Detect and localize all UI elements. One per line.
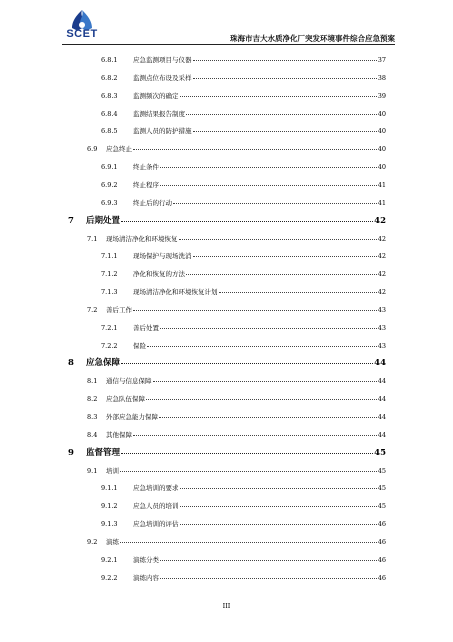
toc-dot-leader (180, 488, 377, 489)
toc-entry-title: 应急培训的评估 (133, 520, 179, 529)
toc-entry-page: 42 (377, 270, 386, 279)
toc-entry-number: 6.8.5 (101, 127, 118, 136)
toc-entry-title: 保险 (133, 341, 146, 350)
toc-entry-number: 9 (68, 447, 74, 458)
toc-entry-number: 6.8.4 (101, 109, 118, 118)
toc-entry-number: 7.1.1 (101, 252, 118, 261)
toc-entry[interactable] (101, 288, 386, 296)
toc-dot-leader (159, 417, 377, 418)
toc-entry-title: 终止程序 (133, 180, 159, 189)
toc-entry-page: 45 (374, 447, 386, 458)
toc-entry-number: 8.2 (87, 395, 98, 404)
toc-entry-number: 9.2 (87, 537, 98, 546)
toc-entry-page: 42 (377, 288, 386, 297)
toc-entry-number: 9.1 (87, 466, 98, 475)
toc-entry[interactable] (87, 395, 386, 403)
toc-entry[interactable] (101, 181, 386, 189)
toc-entry[interactable] (101, 110, 386, 118)
toc-entry[interactable] (68, 216, 386, 226)
toc-entry-page: 44 (377, 395, 386, 404)
toc-entry[interactable] (101, 574, 386, 582)
toc-entry-title: 善后工作 (106, 305, 132, 314)
toc-entry-number: 8.1 (87, 377, 98, 386)
toc-entry-page: 43 (377, 305, 386, 314)
toc-entry-page: 40 (377, 127, 386, 136)
toc-entry[interactable] (101, 163, 386, 171)
toc-entry-number: 9.1.2 (101, 502, 118, 511)
toc-entry-title: 其他保障 (106, 430, 132, 439)
toc-entry[interactable] (101, 324, 386, 332)
toc-entry-number: 6.8.2 (101, 73, 118, 82)
toc-entry[interactable] (101, 484, 386, 492)
toc-entry-page: 44 (377, 430, 386, 439)
toc-entry-title: 净化和恢复的方法 (133, 270, 185, 279)
toc-entry-number: 6.8.3 (101, 91, 118, 100)
toc-entry-number: 6.9.3 (101, 198, 118, 207)
toc-dot-leader (160, 578, 377, 579)
toc-entry-page: 46 (377, 537, 386, 546)
toc-entry[interactable] (87, 413, 386, 421)
toc-dot-leader (121, 453, 373, 454)
toc-entry-page: 44 (374, 358, 386, 369)
toc-entry-number: 9.2.1 (101, 555, 118, 564)
toc-entry[interactable] (101, 270, 386, 278)
toc-entry-page: 42 (377, 252, 386, 261)
toc-entry-title: 监测点位布设及采样 (133, 73, 192, 82)
scet-logo-icon (62, 8, 102, 46)
toc-entry-page: 43 (377, 341, 386, 350)
toc-entry-number: 7.2.1 (101, 323, 118, 332)
toc-entry-title: 演练分类 (133, 555, 159, 564)
toc-entry[interactable] (101, 520, 386, 528)
toc-entry-page: 40 (377, 163, 386, 172)
toc-dot-leader (180, 506, 377, 507)
toc-entry-title: 应急队伍保障 (106, 395, 145, 404)
toc-entry-title: 通信与信息保障 (106, 377, 152, 386)
toc-dot-leader (121, 221, 373, 222)
toc-entry[interactable] (87, 235, 386, 243)
toc-dot-leader (160, 185, 377, 186)
toc-entry-title: 演练 (106, 537, 119, 546)
toc-dot-leader (179, 239, 377, 240)
toc-dot-leader (133, 310, 377, 311)
toc-entry-page: 45 (377, 502, 386, 511)
toc-entry-page: 42 (374, 215, 386, 226)
toc-entry-title: 善后处置 (133, 323, 159, 332)
toc-entry-number: 6.9 (87, 145, 98, 154)
toc-entry-page: 39 (377, 91, 386, 100)
toc-entry[interactable] (87, 431, 386, 439)
toc-dot-leader (147, 346, 377, 347)
toc-entry[interactable] (87, 145, 386, 153)
toc-dot-leader (173, 203, 377, 204)
toc-entry-number: 7 (68, 215, 74, 226)
toc-entry-page: 41 (377, 198, 386, 207)
toc-entry-number: 7.2.2 (101, 341, 118, 350)
toc-entry[interactable] (101, 74, 386, 82)
toc-dot-leader (120, 471, 377, 472)
toc-entry-page: 46 (377, 520, 386, 529)
toc-dot-leader (193, 131, 377, 132)
toc-entry[interactable] (101, 199, 386, 207)
toc-entry-title: 培训 (106, 466, 119, 475)
header-divider (62, 44, 395, 45)
toc-dot-leader (180, 524, 377, 525)
toc-entry-title: 终止后的行动 (133, 198, 172, 207)
toc-entry-title: 后期处置 (86, 215, 121, 226)
document-header-title: 珠海市吉大水质净化厂突发环境事件综合应急预案 (230, 34, 395, 43)
toc-entry-number: 9.2.2 (101, 573, 118, 582)
toc-entry-number: 7.1 (87, 234, 98, 243)
toc-entry-page: 44 (377, 377, 386, 386)
toc-dot-leader (153, 381, 377, 382)
toc-dot-leader (193, 78, 377, 79)
toc-entry[interactable] (87, 538, 386, 546)
toc-entry-number: 6.8.1 (101, 56, 118, 64)
toc-entry-title: 现场清洁净化和环境恢复计划 (133, 288, 218, 297)
toc-dot-leader (133, 435, 377, 436)
toc-entry-number: 7.2 (87, 305, 98, 314)
toc-entry-title: 监测人员的防护措施 (133, 127, 192, 136)
toc-entry-number: 7.1.2 (101, 270, 118, 279)
toc-entry-number: 8 (68, 358, 74, 369)
toc-entry[interactable] (101, 556, 386, 564)
toc-entry[interactable] (101, 127, 386, 135)
toc-dot-leader (133, 149, 377, 150)
toc-dot-leader (180, 96, 377, 97)
toc-entry-title: 现场保护与现场洗消 (133, 252, 192, 261)
toc-entry-page: 45 (377, 484, 386, 493)
toc-entry[interactable] (68, 448, 386, 458)
toc-entry-number: 7.1.3 (101, 288, 118, 297)
toc-entry-page: 40 (377, 109, 386, 118)
toc-dot-leader (121, 363, 373, 364)
toc-entry-number: 6.9.2 (101, 180, 118, 189)
toc-dot-leader (193, 60, 377, 61)
toc-entry-title: 演练内容 (133, 573, 159, 582)
toc-entry-title: 应急监测项目与仪器 (133, 56, 192, 64)
toc-entry[interactable] (101, 252, 386, 260)
toc-dot-leader (193, 256, 377, 257)
toc-dot-leader (219, 292, 377, 293)
toc-entry-title: 监测结果报告制度 (133, 109, 185, 118)
toc-dot-leader (186, 274, 377, 275)
toc-entry-title: 应急人员的培训 (133, 502, 179, 511)
toc-entry-page: 46 (377, 573, 386, 582)
page-number: III (222, 602, 231, 610)
toc-entry-number: 8.3 (87, 413, 98, 421)
toc-dot-leader (186, 114, 377, 115)
toc-entry[interactable] (101, 92, 386, 100)
toc-entry-title: 应急培训的要求 (133, 484, 179, 493)
toc-entry-page: 45 (377, 466, 386, 475)
toc-entry-number: 8.4 (87, 430, 98, 439)
toc-dot-leader (160, 560, 377, 561)
toc-entry-title: 终止条件 (133, 163, 159, 172)
toc-entry[interactable] (87, 377, 386, 385)
toc-dot-leader (146, 399, 377, 400)
toc-entry-page: 44 (377, 413, 386, 421)
toc-entry-page: 37 (377, 56, 386, 64)
toc-dot-leader (120, 542, 377, 543)
toc-entry-title: 现场清洁净化和环境恢复 (106, 234, 178, 243)
toc-entry-page: 43 (377, 323, 386, 332)
toc-entry-page: 38 (377, 73, 386, 82)
logo-text: SCET (66, 28, 98, 40)
toc-entry[interactable] (101, 56, 386, 64)
toc-entry-page: 40 (377, 145, 386, 154)
toc-entry-title: 监督管理 (86, 447, 121, 458)
toc-entry[interactable] (87, 467, 386, 475)
toc-entry-page: 46 (377, 555, 386, 564)
toc-entry[interactable] (68, 358, 386, 368)
toc-entry-number: 9.1.3 (101, 520, 118, 529)
toc-entry-title: 应急终止 (106, 145, 132, 154)
toc-entry[interactable] (101, 342, 386, 350)
toc-entry[interactable] (87, 306, 386, 314)
toc-entry-title: 应急保障 (86, 358, 121, 369)
toc-entry-title: 外部应急能力保障 (106, 413, 158, 421)
toc-dot-leader (160, 167, 377, 168)
toc-entry-title: 监测频次的确定 (133, 91, 179, 100)
toc-entry-page: 42 (377, 234, 386, 243)
toc-entry-page: 41 (377, 180, 386, 189)
toc-entry-number: 6.9.1 (101, 163, 118, 172)
toc-entry-number: 9.1.1 (101, 484, 118, 493)
toc-dot-leader (160, 328, 377, 329)
toc-entry[interactable] (101, 502, 386, 510)
